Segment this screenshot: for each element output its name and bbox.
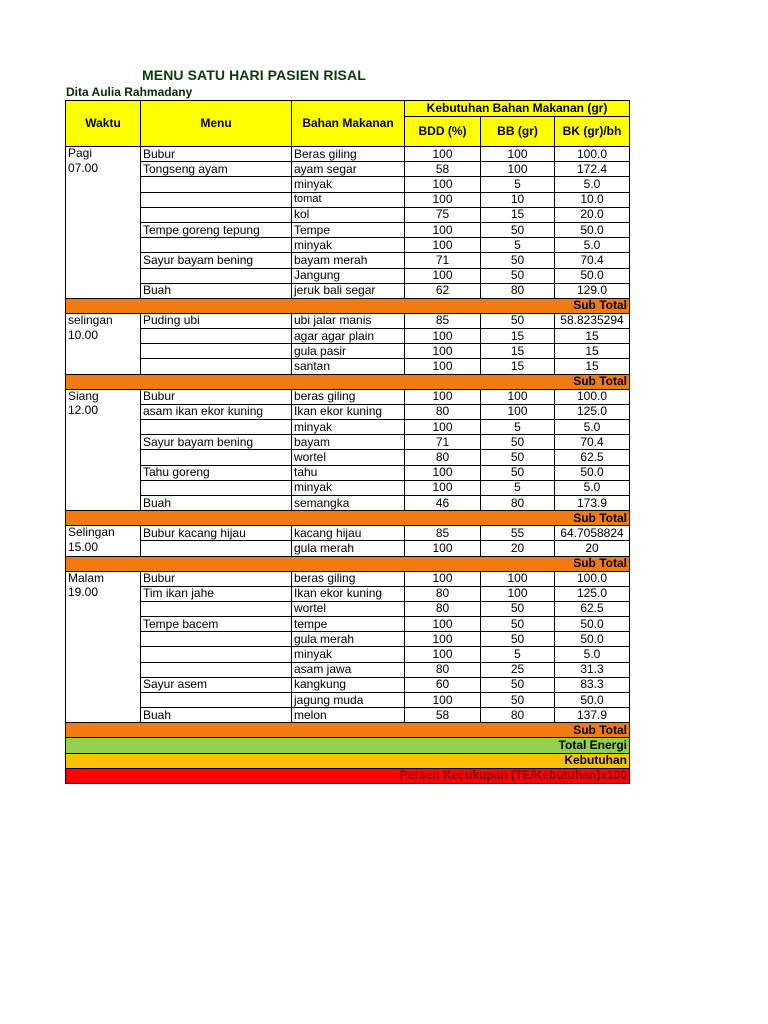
cell-menu: Bubur <box>141 147 292 162</box>
cell-waktu: Siang <box>66 389 141 404</box>
cell-waktu <box>66 693 141 708</box>
cell-waktu <box>66 359 141 374</box>
cell-bb: 100 <box>481 389 555 404</box>
cell-waktu <box>66 344 141 359</box>
subtotal-row <box>66 511 630 526</box>
cell-menu: Bubur <box>141 571 292 586</box>
cell-bahan: agar agar plain <box>292 329 405 344</box>
cell-bahan: ubi jalar manis <box>292 313 405 328</box>
cell-waktu: Malam <box>66 571 141 586</box>
cell-bahan: semangka <box>292 495 405 510</box>
cell-bdd: 100 <box>405 420 481 435</box>
cell-waktu <box>66 450 141 465</box>
table-row <box>66 647 630 662</box>
cell-bdd: 100 <box>405 177 481 192</box>
cell-bb: 50 <box>481 435 555 450</box>
cell-bk: 31.3 <box>555 662 630 677</box>
cell-bahan: beras giling <box>292 571 405 586</box>
table-row <box>66 435 630 450</box>
cell-bdd: 100 <box>405 344 481 359</box>
cell-waktu <box>66 632 141 647</box>
cell-waktu <box>66 222 141 237</box>
table-row <box>66 238 630 253</box>
cell-bahan: jeruk bali segar <box>292 283 405 298</box>
cell-bb: 15 <box>481 359 555 374</box>
table-row <box>66 632 630 647</box>
cell-bahan: wortel <box>292 601 405 616</box>
cell-bk: 125.0 <box>555 404 630 419</box>
table-row <box>66 389 630 404</box>
cell-menu <box>141 480 292 495</box>
cell-bdd: 100 <box>405 632 481 647</box>
table-row <box>66 222 630 237</box>
cell-bdd: 100 <box>405 647 481 662</box>
cell-waktu: Selingan <box>66 526 141 541</box>
header-bdd: BDD (%) <box>405 117 481 147</box>
page-title: MENU SATU HARI PASIEN RISAL <box>142 67 366 83</box>
cell-bb: 100 <box>481 404 555 419</box>
cell-bk: 20 <box>555 541 630 556</box>
header-bahan-makanan: Bahan Makanan <box>292 101 405 147</box>
menu-table-body <box>66 147 630 738</box>
cell-bk: 100.0 <box>555 571 630 586</box>
cell-bahan: minyak <box>292 480 405 495</box>
cell-bb: 100 <box>481 162 555 177</box>
cell-bdd: 100 <box>405 222 481 237</box>
cell-bdd: 100 <box>405 480 481 495</box>
cell-bdd: 100 <box>405 192 481 207</box>
cell-bk: 5.0 <box>555 647 630 662</box>
cell-bahan: wortel <box>292 450 405 465</box>
cell-menu: Tim ikan jahe <box>141 586 292 601</box>
table-row <box>66 283 630 298</box>
subtotal-label: Sub Total <box>66 556 630 571</box>
cell-menu <box>141 541 292 556</box>
cell-bk: 62.5 <box>555 450 630 465</box>
cell-bdd: 62 <box>405 283 481 298</box>
cell-bdd: 71 <box>405 435 481 450</box>
subtotal-label: Sub Total <box>66 374 630 389</box>
cell-menu <box>141 450 292 465</box>
cell-waktu <box>66 238 141 253</box>
table-row <box>66 253 630 268</box>
cell-bb: 5 <box>481 238 555 253</box>
cell-bdd: 75 <box>405 207 481 222</box>
cell-bdd: 100 <box>405 541 481 556</box>
cell-menu <box>141 192 292 207</box>
menu-table <box>65 100 630 784</box>
cell-menu <box>141 268 292 283</box>
table-row <box>66 344 630 359</box>
cell-bk: 64.7058824 <box>555 526 630 541</box>
cell-bahan: kangkung <box>292 677 405 692</box>
cell-bk: 70.4 <box>555 435 630 450</box>
cell-bdd: 60 <box>405 677 481 692</box>
cell-bdd: 71 <box>405 253 481 268</box>
cell-waktu <box>66 617 141 632</box>
subtotal-row <box>66 556 630 571</box>
cell-menu: Bubur kacang hijau <box>141 526 292 541</box>
cell-waktu <box>66 435 141 450</box>
header-bk: BK (gr)/bh <box>555 117 630 147</box>
cell-bahan: Ikan ekor kuning <box>292 586 405 601</box>
cell-bahan: gula merah <box>292 541 405 556</box>
cell-waktu <box>66 495 141 510</box>
cell-bdd: 58 <box>405 708 481 723</box>
cell-bahan: asam jawa <box>292 662 405 677</box>
cell-bdd: 80 <box>405 601 481 616</box>
cell-bb: 5 <box>481 420 555 435</box>
cell-bdd: 100 <box>405 571 481 586</box>
cell-bahan: minyak <box>292 177 405 192</box>
table-row <box>66 329 630 344</box>
cell-waktu <box>66 601 141 616</box>
table-row <box>66 192 630 207</box>
table-row <box>66 662 630 677</box>
total-energi-row: Total Energi <box>66 738 630 753</box>
cell-menu: Bubur <box>141 389 292 404</box>
table-row <box>66 420 630 435</box>
subtotal-row <box>66 723 630 738</box>
cell-waktu <box>66 177 141 192</box>
cell-bk: 83.3 <box>555 677 630 692</box>
cell-bdd: 100 <box>405 389 481 404</box>
cell-bk: 5.0 <box>555 238 630 253</box>
cell-waktu <box>66 708 141 723</box>
cell-menu <box>141 420 292 435</box>
header-kebutuhan: Kebutuhan Bahan Makanan (gr) <box>405 101 630 117</box>
subtotal-label: Sub Total <box>66 298 630 313</box>
cell-bb: 80 <box>481 495 555 510</box>
cell-menu <box>141 238 292 253</box>
cell-bb: 100 <box>481 571 555 586</box>
cell-waktu <box>66 192 141 207</box>
table-row <box>66 480 630 495</box>
cell-menu <box>141 632 292 647</box>
cell-menu: Buah <box>141 708 292 723</box>
cell-menu: Sayur bayam bening <box>141 435 292 450</box>
cell-waktu <box>66 465 141 480</box>
cell-bb: 20 <box>481 541 555 556</box>
header-waktu: Waktu <box>66 101 141 147</box>
cell-waktu: 15.00 <box>66 541 141 556</box>
cell-bahan: Ikan ekor kuning <box>292 404 405 419</box>
cell-bk: 20.0 <box>555 207 630 222</box>
table-row <box>66 526 630 541</box>
cell-bk: 5.0 <box>555 480 630 495</box>
cell-bb: 50 <box>481 313 555 328</box>
cell-bdd: 100 <box>405 359 481 374</box>
cell-bk: 125.0 <box>555 586 630 601</box>
cell-bk: 100.0 <box>555 147 630 162</box>
table-row <box>66 541 630 556</box>
table-row <box>66 617 630 632</box>
cell-waktu <box>66 677 141 692</box>
cell-bk: 129.0 <box>555 283 630 298</box>
cell-bahan: minyak <box>292 420 405 435</box>
table-row <box>66 313 630 328</box>
cell-bk: 15 <box>555 359 630 374</box>
cell-bdd: 100 <box>405 617 481 632</box>
table-row <box>66 268 630 283</box>
cell-bb: 50 <box>481 693 555 708</box>
cell-waktu: selingan <box>66 313 141 328</box>
table-row <box>66 571 630 586</box>
cell-bahan: minyak <box>292 647 405 662</box>
cell-bdd: 100 <box>405 238 481 253</box>
cell-waktu <box>66 420 141 435</box>
cell-bb: 50 <box>481 677 555 692</box>
table-row <box>66 404 630 419</box>
cell-bahan: kol <box>292 207 405 222</box>
table-row <box>66 207 630 222</box>
cell-bb: 5 <box>481 647 555 662</box>
cell-bdd: 100 <box>405 147 481 162</box>
cell-menu: Sayur asem <box>141 677 292 692</box>
cell-bk: 173.9 <box>555 495 630 510</box>
cell-bk: 5.0 <box>555 177 630 192</box>
cell-menu: Tempe bacem <box>141 617 292 632</box>
cell-bb: 50 <box>481 222 555 237</box>
cell-bahan: santan <box>292 359 405 374</box>
author-name: Dita Aulia Rahmadany <box>66 85 193 99</box>
cell-bb: 100 <box>481 147 555 162</box>
subtotal-row <box>66 374 630 389</box>
cell-menu <box>141 177 292 192</box>
cell-bk: 10.0 <box>555 192 630 207</box>
cell-bk: 172.4 <box>555 162 630 177</box>
cell-menu <box>141 344 292 359</box>
cell-bb: 15 <box>481 344 555 359</box>
cell-bk: 50.0 <box>555 693 630 708</box>
cell-bahan: gula pasir <box>292 344 405 359</box>
cell-bahan: bayam merah <box>292 253 405 268</box>
cell-waktu <box>66 662 141 677</box>
cell-menu: Tahu goreng <box>141 465 292 480</box>
cell-bk: 50.0 <box>555 465 630 480</box>
table-row <box>66 359 630 374</box>
cell-bdd: 100 <box>405 693 481 708</box>
cell-waktu: Pagi <box>66 147 141 162</box>
cell-bk: 15 <box>555 344 630 359</box>
cell-bdd: 100 <box>405 268 481 283</box>
table-row <box>66 601 630 616</box>
cell-bb: 15 <box>481 207 555 222</box>
cell-bk: 15 <box>555 329 630 344</box>
cell-bk: 100.0 <box>555 389 630 404</box>
cell-bdd: 85 <box>405 313 481 328</box>
cell-bdd: 80 <box>405 586 481 601</box>
cell-bdd: 80 <box>405 662 481 677</box>
header-menu: Menu <box>141 101 292 147</box>
cell-bahan: Jangung <box>292 268 405 283</box>
cell-bdd: 100 <box>405 329 481 344</box>
cell-bahan: bayam <box>292 435 405 450</box>
cell-bahan: tomat <box>292 192 405 207</box>
cell-menu <box>141 207 292 222</box>
table-row <box>66 495 630 510</box>
cell-bb: 5 <box>481 177 555 192</box>
cell-bk: 50.0 <box>555 222 630 237</box>
cell-bk: 5.0 <box>555 420 630 435</box>
table-row <box>66 693 630 708</box>
header-bb: BB (gr) <box>481 117 555 147</box>
cell-waktu: 12.00 <box>66 404 141 419</box>
cell-menu <box>141 329 292 344</box>
cell-bdd: 80 <box>405 450 481 465</box>
cell-bb: 55 <box>481 526 555 541</box>
cell-bdd: 58 <box>405 162 481 177</box>
cell-bahan: beras giling <box>292 389 405 404</box>
cell-bk: 62.5 <box>555 601 630 616</box>
cell-bb: 25 <box>481 662 555 677</box>
cell-waktu <box>66 480 141 495</box>
cell-waktu: 07.00 <box>66 162 141 177</box>
cell-bk: 50.0 <box>555 617 630 632</box>
cell-menu: Sayur bayam bening <box>141 253 292 268</box>
cell-menu: Buah <box>141 495 292 510</box>
table-row <box>66 677 630 692</box>
cell-waktu <box>66 647 141 662</box>
kebutuhan-row: Kebutuhan <box>66 753 630 768</box>
cell-bk: 58.8235294 <box>555 313 630 328</box>
cell-bb: 50 <box>481 617 555 632</box>
cell-bahan: tempe <box>292 617 405 632</box>
cell-menu: Tempe goreng tepung <box>141 222 292 237</box>
cell-bb: 50 <box>481 632 555 647</box>
table-row <box>66 177 630 192</box>
table-row <box>66 147 630 162</box>
persen-kecukupan-row: Persen Kecukupan (TE/Kebutuhan)x100 <box>66 768 630 783</box>
table-row <box>66 162 630 177</box>
cell-bdd: 100 <box>405 465 481 480</box>
cell-bahan: ayam segar <box>292 162 405 177</box>
cell-bahan: minyak <box>292 238 405 253</box>
cell-bdd: 80 <box>405 404 481 419</box>
cell-bb: 50 <box>481 465 555 480</box>
cell-waktu <box>66 207 141 222</box>
cell-waktu: 19.00 <box>66 586 141 601</box>
cell-bb: 50 <box>481 253 555 268</box>
cell-bdd: 46 <box>405 495 481 510</box>
cell-waktu <box>66 268 141 283</box>
cell-bb: 10 <box>481 192 555 207</box>
cell-bb: 50 <box>481 601 555 616</box>
cell-bb: 15 <box>481 329 555 344</box>
subtotal-label: Sub Total <box>66 723 630 738</box>
cell-bb: 100 <box>481 586 555 601</box>
cell-bb: 5 <box>481 480 555 495</box>
cell-bdd: 85 <box>405 526 481 541</box>
cell-bk: 50.0 <box>555 268 630 283</box>
cell-bahan: kacang hijau <box>292 526 405 541</box>
cell-menu: Buah <box>141 283 292 298</box>
cell-waktu <box>66 283 141 298</box>
cell-menu <box>141 601 292 616</box>
table-row <box>66 708 630 723</box>
cell-menu <box>141 662 292 677</box>
cell-waktu: 10.00 <box>66 329 141 344</box>
cell-bk: 70.4 <box>555 253 630 268</box>
subtotal-label: Sub Total <box>66 511 630 526</box>
cell-menu <box>141 693 292 708</box>
subtotal-row <box>66 298 630 313</box>
cell-bahan: tahu <box>292 465 405 480</box>
cell-bahan: gula merah <box>292 632 405 647</box>
cell-bb: 50 <box>481 268 555 283</box>
cell-bahan: Tempe <box>292 222 405 237</box>
cell-bahan: melon <box>292 708 405 723</box>
cell-menu <box>141 359 292 374</box>
table-row <box>66 465 630 480</box>
cell-bk: 137.9 <box>555 708 630 723</box>
cell-bb: 80 <box>481 708 555 723</box>
cell-bahan: jagung muda <box>292 693 405 708</box>
cell-waktu <box>66 253 141 268</box>
table-row <box>66 586 630 601</box>
cell-menu: Tongseng ayam <box>141 162 292 177</box>
cell-bk: 50.0 <box>555 632 630 647</box>
cell-bb: 80 <box>481 283 555 298</box>
cell-menu: asam ikan ekor kuning <box>141 404 292 419</box>
table-row <box>66 450 630 465</box>
cell-bb: 50 <box>481 450 555 465</box>
cell-menu <box>141 647 292 662</box>
cell-menu: Puding ubi <box>141 313 292 328</box>
cell-bahan: Beras giling <box>292 147 405 162</box>
